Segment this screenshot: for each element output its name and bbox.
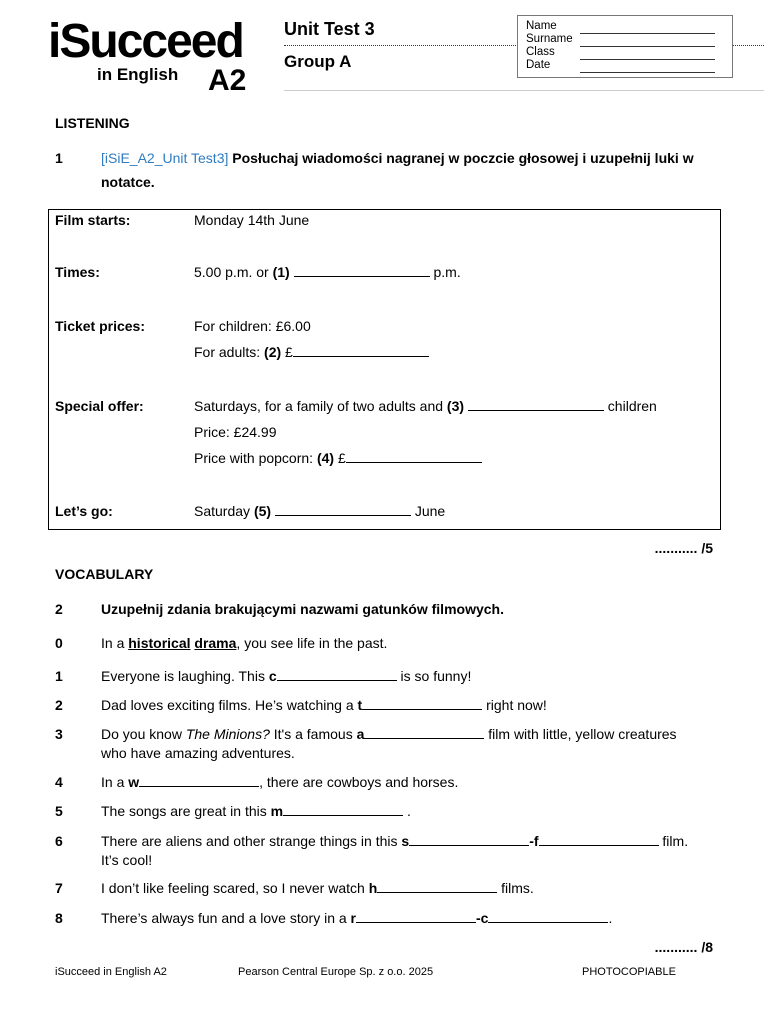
student-id-box	[517, 15, 733, 78]
answer-blank[interactable]	[283, 803, 403, 816]
id-label-name: Name	[526, 20, 557, 32]
vocab-sentence: There are aliens and other strange things in this s -f film. It’s cool!	[101, 833, 689, 868]
date-field[interactable]	[580, 72, 715, 73]
unit-title: Unit Test 3	[284, 19, 375, 39]
note-value: For adults: (2) £	[194, 344, 429, 360]
vocab-sentence: The songs are great in this m .	[101, 803, 411, 819]
footer-title: iSucceed in English A2	[55, 966, 167, 978]
answer-blank[interactable]	[277, 668, 397, 681]
note-value: Price with popcorn: (4) £	[194, 450, 482, 466]
vocab-sentence: Everyone is laughing. This c is so funny!	[101, 668, 472, 684]
task-instruction: Uzupełnij zdania brakującymi nazwami gatunków filmowych.	[101, 601, 504, 617]
note-label: Ticket prices:	[55, 318, 146, 334]
note-value: 5.00 p.m. or (1) p.m.	[194, 264, 461, 280]
answer-blank[interactable]	[539, 833, 659, 846]
answer-blank[interactable]	[377, 880, 497, 893]
surname-field[interactable]	[580, 46, 715, 47]
id-label-class: Class	[526, 46, 555, 58]
answer-blank[interactable]	[362, 697, 482, 710]
answer-blank[interactable]	[468, 398, 604, 411]
task-instruction	[101, 146, 731, 194]
answer-blank[interactable]	[293, 344, 429, 357]
answer-blank[interactable]	[356, 910, 476, 923]
audio-reference[interactable]: [iSiE_A2_Unit Test3]	[101, 150, 229, 166]
task-number: 2	[55, 601, 63, 617]
item-number: 1	[55, 668, 63, 684]
note-value: Price: £24.99	[194, 424, 277, 440]
item-number: 2	[55, 697, 63, 713]
id-label-surname: Surname	[526, 33, 573, 45]
note-value: Saturday (5) June	[194, 503, 446, 519]
item-number: 0	[55, 635, 63, 651]
footer-photocopiable: PHOTOCOPIABLE	[582, 966, 676, 978]
note-label: Film starts:	[55, 212, 131, 228]
logo-level: A2	[208, 64, 247, 97]
footer-publisher: Pearson Central Europe Sp. z o.o. 2025	[238, 966, 434, 978]
note-label: Special offer:	[55, 398, 144, 414]
item-number: 6	[55, 833, 63, 849]
vocab-sentence: Dad loves exciting films. He’s watching a t right now!	[101, 697, 547, 713]
listening-score: ........... /5	[654, 540, 713, 556]
answer-blank[interactable]	[409, 833, 529, 846]
header-rule	[284, 90, 764, 91]
note-value: Monday 14th June	[194, 212, 310, 228]
name-field[interactable]	[580, 33, 715, 34]
vocab-sentence: There’s always fun and a love story in a r -c .	[101, 910, 613, 926]
item-number: 7	[55, 880, 63, 896]
note-label: Let’s go:	[55, 503, 113, 519]
logo-wordmark: iSucceed	[48, 15, 243, 68]
listening-heading: LISTENING	[55, 115, 130, 131]
vocabulary-heading: VOCABULARY	[55, 566, 154, 582]
item-number: 3	[55, 726, 63, 742]
answer-blank[interactable]	[364, 726, 484, 739]
note-value: For children: £6.00	[194, 318, 311, 334]
vocab-sentence: I don’t like feeling scared, so I never watch h films.	[101, 880, 534, 896]
answer-blank[interactable]	[346, 450, 482, 463]
id-label-date: Date	[526, 59, 551, 71]
answer-blank[interactable]	[275, 503, 411, 516]
vocab-sentence: Do you know The Minions? It's a famous a film with little, yellow creatures who have amazing adventures.	[101, 726, 677, 761]
note-value: Saturdays, for a family of two adults and (3) children	[194, 398, 657, 414]
vocab-sentence: In a w , there are cowboys and horses.	[101, 774, 459, 790]
answer-blank[interactable]	[488, 910, 608, 923]
item-number: 8	[55, 910, 63, 926]
vocabulary-score: ........... /8	[654, 939, 713, 955]
class-field[interactable]	[580, 59, 715, 60]
notes-table	[48, 209, 721, 530]
instruction-text: Posłuchaj wiadomości nagranej w poczcie głosowej i uzupełnij luki w notatce.	[101, 150, 694, 190]
answer-blank[interactable]	[294, 264, 430, 277]
item-number: 4	[55, 774, 63, 790]
example-sentence: In a historical drama, you see life in the past.	[101, 635, 388, 651]
note-label: Times:	[55, 264, 100, 280]
task-number: 1	[55, 150, 63, 166]
answer-blank[interactable]	[139, 774, 259, 787]
group-title: Group A	[284, 52, 352, 71]
item-number: 5	[55, 803, 63, 819]
logo-subtitle: in English	[97, 65, 179, 84]
